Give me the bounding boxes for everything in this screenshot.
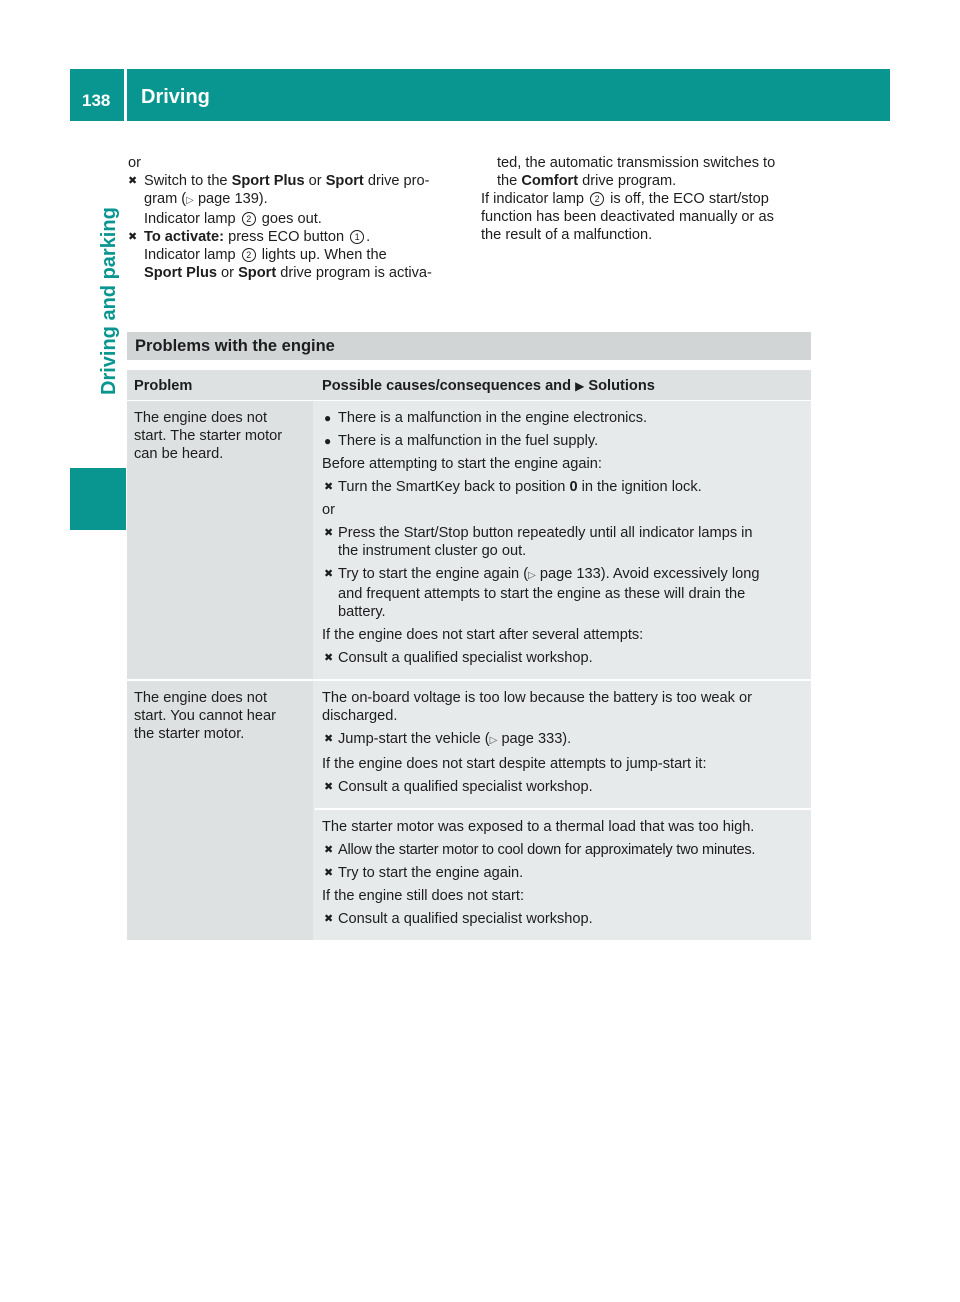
- problems-table: [127, 370, 811, 942]
- table-row: [127, 401, 811, 681]
- bullet-icon: ●: [324, 411, 332, 425]
- step-activate: ✖ To activate: press ECO button 1 . Indicator lamp 2 lights up. When the Sport Plus or Sport drive program is activa-: [128, 229, 432, 281]
- solutions-cell: ● There is a malfunction in the engine electronics. ● There is a malfunction in the fuel supply. Before attempting to start the engine again: ✖ Turn the SmartKey back to position 0 in the ignition lock. or ✖ Press the Start/Stop button repeatedly until all indicator lamps in the instrument cluster go out. ✖ Try to start the engine again (▷ page 133). Avoid excessively long and frequent attempts to start the engine as these will drain the battery. If the engine does not start after several attempts: ✖ Consult a qualified specialist workshop.: [322, 410, 760, 666]
- arrow-icon: ✖: [324, 568, 334, 580]
- arrow-icon: ✖: [324, 867, 334, 879]
- page-link[interactable]: page 333).: [501, 731, 572, 747]
- header-problem: Problem: [134, 378, 193, 394]
- section-title: Driving: [141, 86, 210, 108]
- arrow-icon: ✖: [324, 781, 334, 793]
- right-column: [481, 154, 816, 244]
- solutions-cell-a: The on-board voltage is too low because the battery is too weak or discharged. ✖ Jump-start the vehicle (▷ page 333). If the engine does not start despite attempts to jump-start it: ✖ Consult a qualified specialist workshop.: [322, 690, 752, 795]
- page-ref-icon: ▷: [528, 570, 536, 581]
- side-tab-label: Driving and parking: [98, 207, 120, 395]
- page-link[interactable]: page 133). Avoid excessively long: [539, 566, 760, 582]
- page-ref-icon: ▷: [489, 735, 498, 746]
- problem-cell: The engine does not start. The starter motor can be heard.: [127, 401, 313, 679]
- eco-off-paragraph: If indicator lamp 2 is off, the ECO start/stop function has been deactivated manually or as the result of a malfunction.: [481, 191, 774, 243]
- indicator-lamp-number: 2: [242, 248, 256, 262]
- solutions-cell-b: The starter motor was exposed to a thermal load that was too high. ✖ Allow the starter motor to cool down for approximately two minutes. ✖ Try to start the engine again. If the engine still does not start: ✖ Consult a qualified specialist workshop.: [315, 808, 811, 940]
- arrow-icon: ✖: [324, 733, 334, 745]
- arrow-icon: ✖: [128, 175, 138, 187]
- indicator-lamp-number: 2: [242, 212, 256, 226]
- bullet-icon: ●: [324, 434, 332, 448]
- step-switch-program: ✖ Switch to the Sport Plus or Sport drive pro- gram (▷ page 139). Indicator lamp 2 goes out.: [128, 173, 430, 227]
- table-header: [127, 370, 811, 401]
- side-tab-marker: [70, 468, 126, 530]
- or-text: or: [128, 155, 141, 171]
- page-link[interactable]: page 139).: [197, 191, 268, 207]
- arrow-icon: ✖: [324, 527, 334, 539]
- table-title: Problems with the engine: [135, 337, 335, 355]
- arrow-icon: ✖: [128, 231, 138, 243]
- arrow-icon: ✖: [324, 844, 333, 856]
- eco-button-number: 1: [350, 230, 364, 244]
- arrow-icon: ✖: [324, 481, 334, 493]
- arrow-icon: ✖: [324, 652, 334, 664]
- play-arrow-icon: ▶: [575, 379, 585, 393]
- table-row: [127, 681, 811, 942]
- header-divider: [124, 69, 127, 121]
- arrow-icon: ✖: [324, 913, 334, 925]
- header-solutions: Possible causes/consequences and ▶ Solutions: [322, 378, 655, 394]
- page-number: 138: [82, 91, 111, 110]
- left-column: [128, 154, 468, 282]
- page-ref-icon: ▷: [186, 195, 194, 206]
- problem-cell: The engine does not start. You cannot hear the starter motor.: [127, 681, 313, 940]
- indicator-lamp-number: 2: [590, 192, 604, 206]
- step-continued: ted, the automatic transmission switches to the Comfort drive program.: [497, 155, 776, 189]
